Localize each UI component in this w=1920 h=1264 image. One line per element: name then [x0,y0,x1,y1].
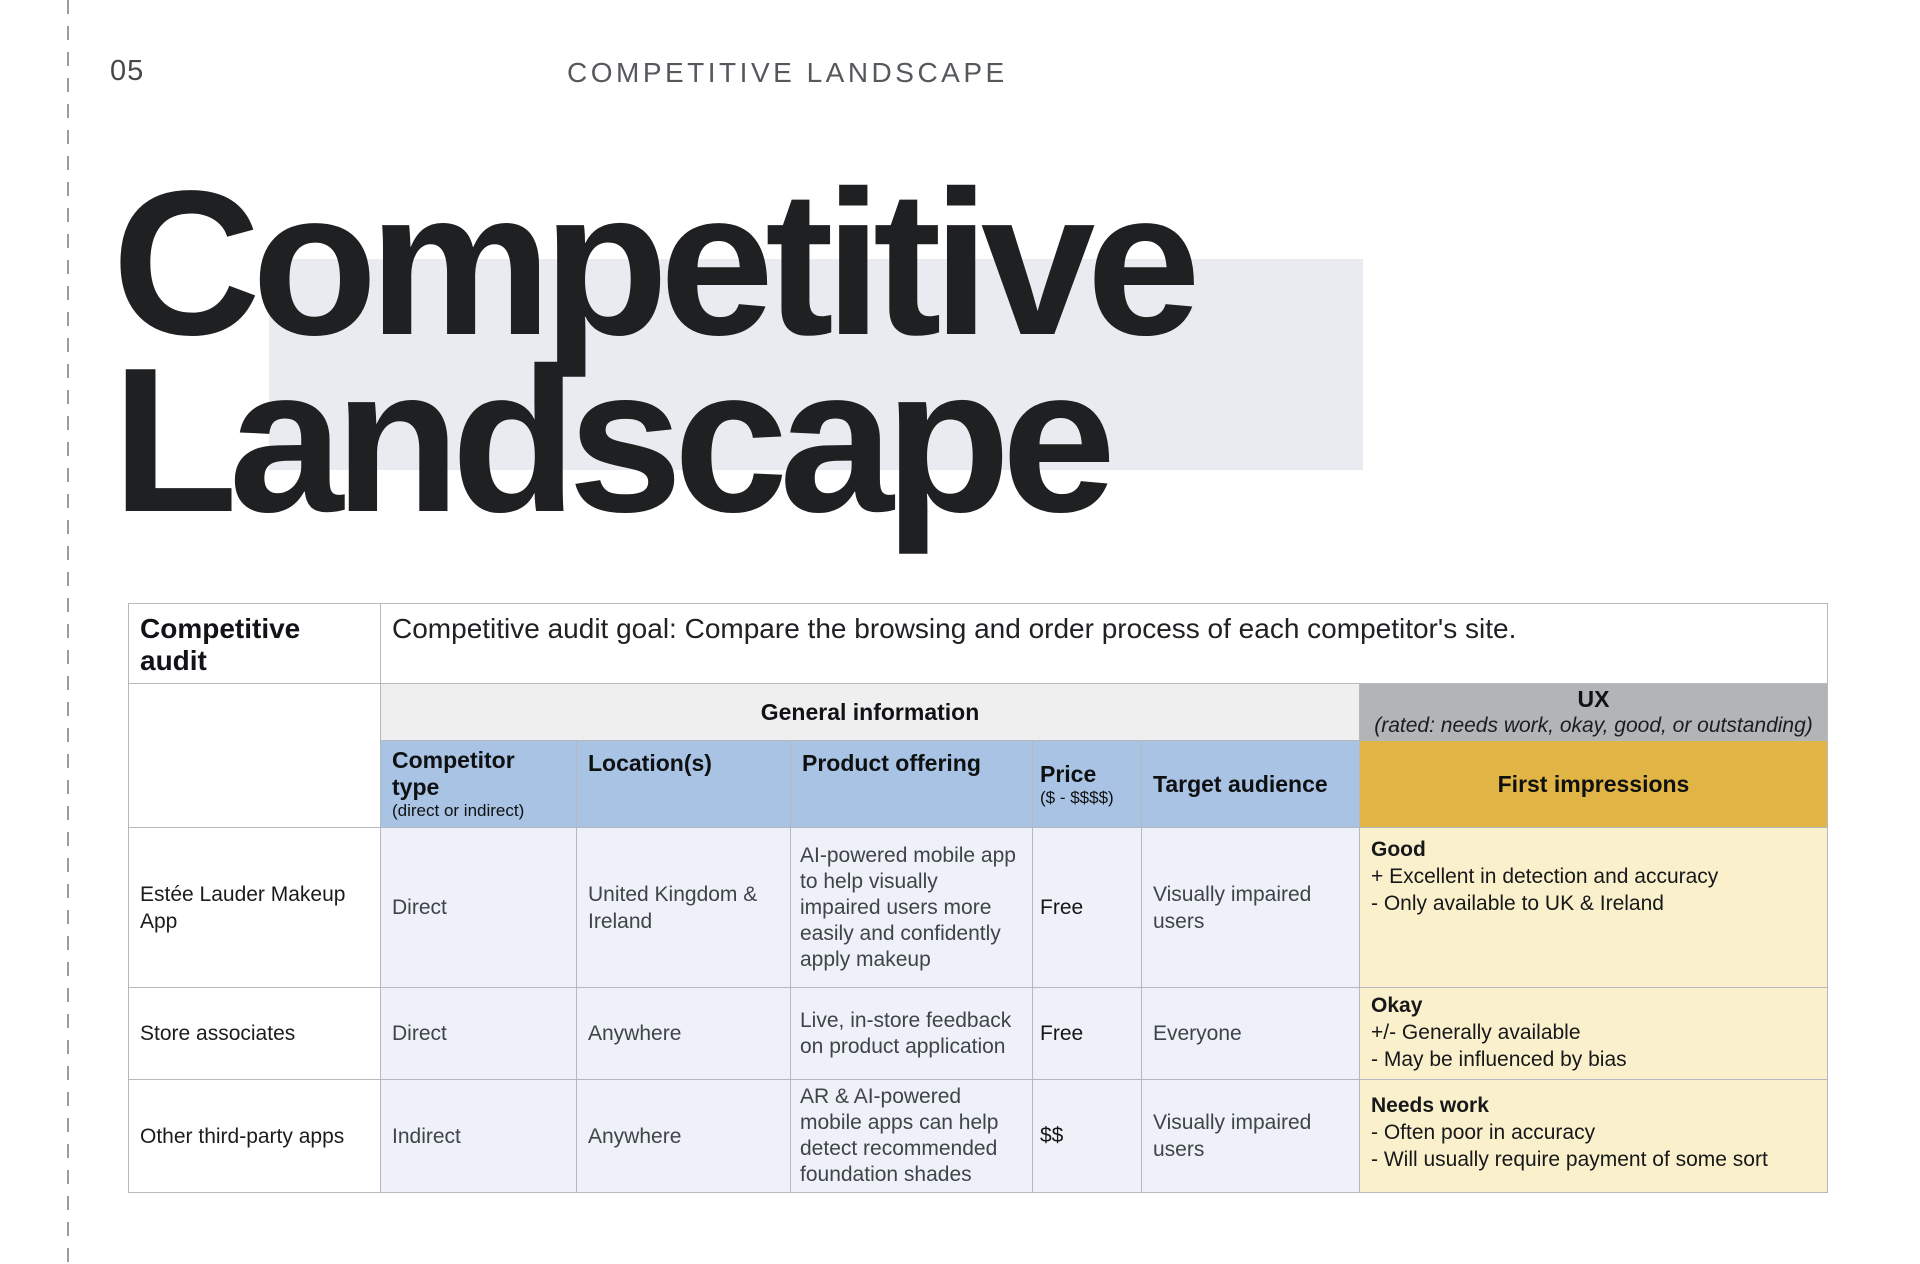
impression-point: - Often poor in accuracy [1371,1121,1596,1144]
locations-cell: Anywhere [577,1080,791,1193]
general-information-header: General information [381,684,1360,741]
column-header-product-offering [791,741,1033,828]
competitor-name-cell: Store associates [129,988,381,1080]
price-cell: Free [1033,988,1142,1080]
column-header-label: Target audience [1153,770,1328,797]
competitor-type-cell: Direct [381,988,577,1080]
price-cell: Free [1033,828,1142,988]
column-header-sublabel: ($ - $$$$) [1040,787,1114,807]
ux-header-subtitle: (rated: needs work, okay, good, or outstanding) [1374,714,1813,737]
locations-cell: Anywhere [577,988,791,1080]
empty-corner-cell [129,684,381,828]
slide-title-line2: Landscape [112,325,1108,555]
competitor-type-cell: Direct [381,828,577,988]
column-header-label: Location(s) [588,750,712,776]
column-header-target-audience [1142,741,1360,828]
competitor-type-cell: Indirect [381,1080,577,1193]
column-header-sublabel: (direct or indirect) [392,801,525,820]
column-header-locations [577,741,791,828]
target-audience-cell: Visually impaired users [1142,828,1360,988]
impression-point: + Excellent in detection and accuracy [1371,865,1719,888]
column-header-first-impressions: First impressions [1360,741,1828,828]
price-cell: $$ [1033,1080,1142,1193]
impression-rating: Good [1371,838,1426,861]
product-offering-cell: AI-powered mobile app to help visually impaired users more easily and confidently apply makeup [791,828,1033,988]
slide-section-header: COMPETITIVE LANDSCAPE [567,57,1008,88]
first-impressions-cell [1360,988,1828,1080]
ux-header [1360,684,1828,741]
table-row-audit-goal [129,604,1828,684]
column-header-label: Price [1040,760,1097,787]
product-offering-cell: Live, in-store feedback on product application [791,988,1033,1080]
column-header-competitor-type [381,741,577,828]
audit-goal-cell: Competitive audit goal: Compare the browsing and order process of each competitor's site. [381,604,1828,684]
page-number: 05 [110,55,145,87]
table-row-store-associates [129,988,1828,1080]
column-header-label: Competitor type [392,747,515,800]
first-impressions-cell [1360,1080,1828,1193]
impression-point: +/- Generally available [1371,1021,1581,1044]
competitor-name-cell: Estée Lauder Makeup App [129,828,381,988]
product-offering-cell: AR & AI-powered mobile apps can help detect recommended foundation shades [791,1080,1033,1193]
impression-point: - May be influenced by bias [1371,1048,1627,1071]
column-header-price [1033,741,1142,828]
first-impressions-cell [1360,828,1828,988]
impression-rating: Needs work [1371,1094,1489,1117]
slide-left-guide-line [67,0,69,1264]
impression-point: - Will usually require payment of some sort [1371,1148,1768,1171]
table-row-column-headers [129,741,1828,828]
impression-point: - Only available to UK & Ireland [1371,892,1664,915]
competitive-audit-table [128,603,1828,1193]
target-audience-cell: Everyone [1142,988,1360,1080]
slide-title-line1: Competitive [112,148,1192,378]
competitor-name-cell: Other third-party apps [129,1080,381,1193]
locations-cell: United Kingdom & Ireland [577,828,791,988]
column-header-label: Product offering [802,750,981,776]
slide-title [112,148,1192,555]
target-audience-cell: Visually impaired users [1142,1080,1360,1193]
table-row-third-party-apps [129,1080,1828,1193]
impression-rating: Okay [1371,994,1423,1017]
table-row-estee-lauder [129,828,1828,988]
ux-header-title: UX [1577,686,1610,712]
table-row-group-headers [129,684,1828,741]
audit-label-cell: Competitive audit [129,604,381,684]
